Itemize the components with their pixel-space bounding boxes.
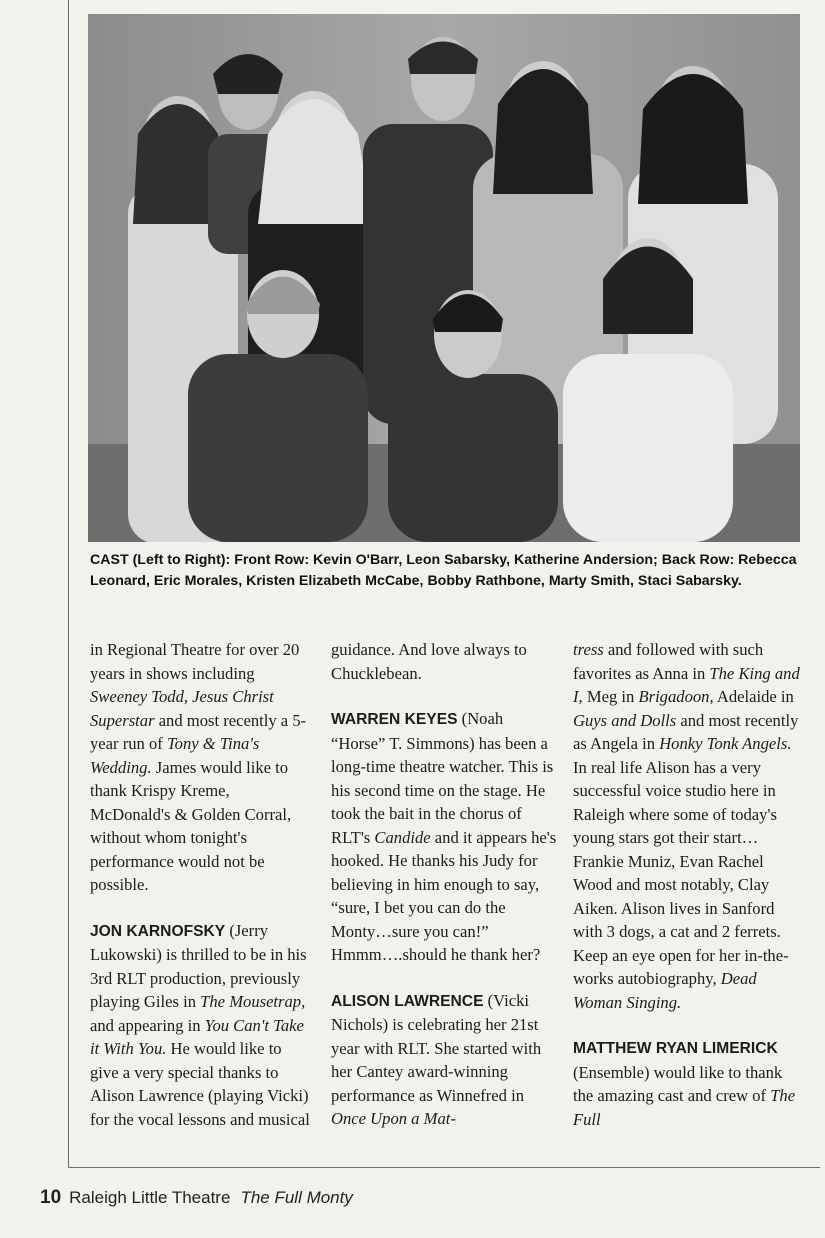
bio-name: WARREN KEYES xyxy=(331,711,458,728)
bio-matthew-ryan-limerick: MATTHEW RYAN LIMERICK (Ensemble) would like to thank the amazing cast and crew of The Full xyxy=(573,1040,796,1129)
bio-name: JON KARNOFSKY xyxy=(90,922,226,940)
bio-warren-keyes: WARREN KEYES (Noah “Horse” T. Simmons) has been a long-time theatre watcher. This is his second time on the stage. He took the bait in the chorus of RLT's Candide and it appears he's hooked. He thanks his Judy for believing in him enough to say, “sure, I bet you can do the Monty…sure you can!” Hmmm….should he thank her? xyxy=(331,709,557,964)
bio-name: ALISON LAWRENCE xyxy=(331,992,484,1010)
group-photo-icon xyxy=(88,14,800,542)
show-title: The Full Monty xyxy=(240,1188,353,1207)
bio-paragraph-continued: guidance. And love always to Chucklebean. xyxy=(331,640,527,683)
text-column-3 xyxy=(573,638,801,1153)
page-number: 10 xyxy=(40,1187,62,1208)
bio-paragraph-continued: in Regional Theatre for over 20 years in shows including Sweeney Todd, Jesus Christ Superstar and most recently a 5-year run of Tony & Tina's Wedding. James would like to thank Krispy Kreme, McDonald's & Golden Corral, without whom tonight's performance would not be possible. xyxy=(90,640,307,894)
text-column-1 xyxy=(90,638,314,1153)
photo-caption: CAST (Left to Right): Front Row: Kevin O'Barr, Leon Sabarsky, Katherine Andersion; Back Row: Rebecca Leonard, Eric Morales, Kristen Elizabeth McCabe, Bobby Rathbone, Marty Smith, Staci Sabarsky. xyxy=(90,552,797,589)
bio-name: MATTHEW RYAN LIMERICK xyxy=(573,1040,778,1057)
bio-alison-lawrence: ALISON LAWRENCE (Vicki Nichols) is celebrating her 21st year with RLT. She started with her Cantey award-winning performance as Winnefred in Once Upon a Mat- xyxy=(331,990,542,1128)
text-column-2 xyxy=(331,638,559,1153)
cast-photo xyxy=(88,14,800,542)
bio-paragraph-continued: tress and followed with such favorites as Anna in The King and I, Meg in Brigadoon, Adelaide in Guys and Dolls and most recently as Angela in Honky Tonk Angels. In real life Alison has a very successful voice studio here in Raleigh where some of today's young stars got their start…Frankie Muniz, Evan Rachel Wood and most notably, Clay Aiken. Alison lives in Sanford with 3 dogs, a cat and 2 ferrets. Keep an eye open for her in-the-works autobiography, Dead Woman Singing. xyxy=(573,640,800,1012)
page-footer xyxy=(40,1187,353,1209)
theatre-name: Raleigh Little Theatre xyxy=(69,1188,231,1207)
bio-jon-karnofsky: JON KARNOFSKY (Jerry Lukowski) is thrilled to be in his 3rd RLT production, previously playing Giles in The Mousetrap, and appearing in You Can't Take it With You. He would like to give a very special thanks to Alison Lawrence (playing Vicki) for the vocal lessons and musical xyxy=(90,920,310,1129)
